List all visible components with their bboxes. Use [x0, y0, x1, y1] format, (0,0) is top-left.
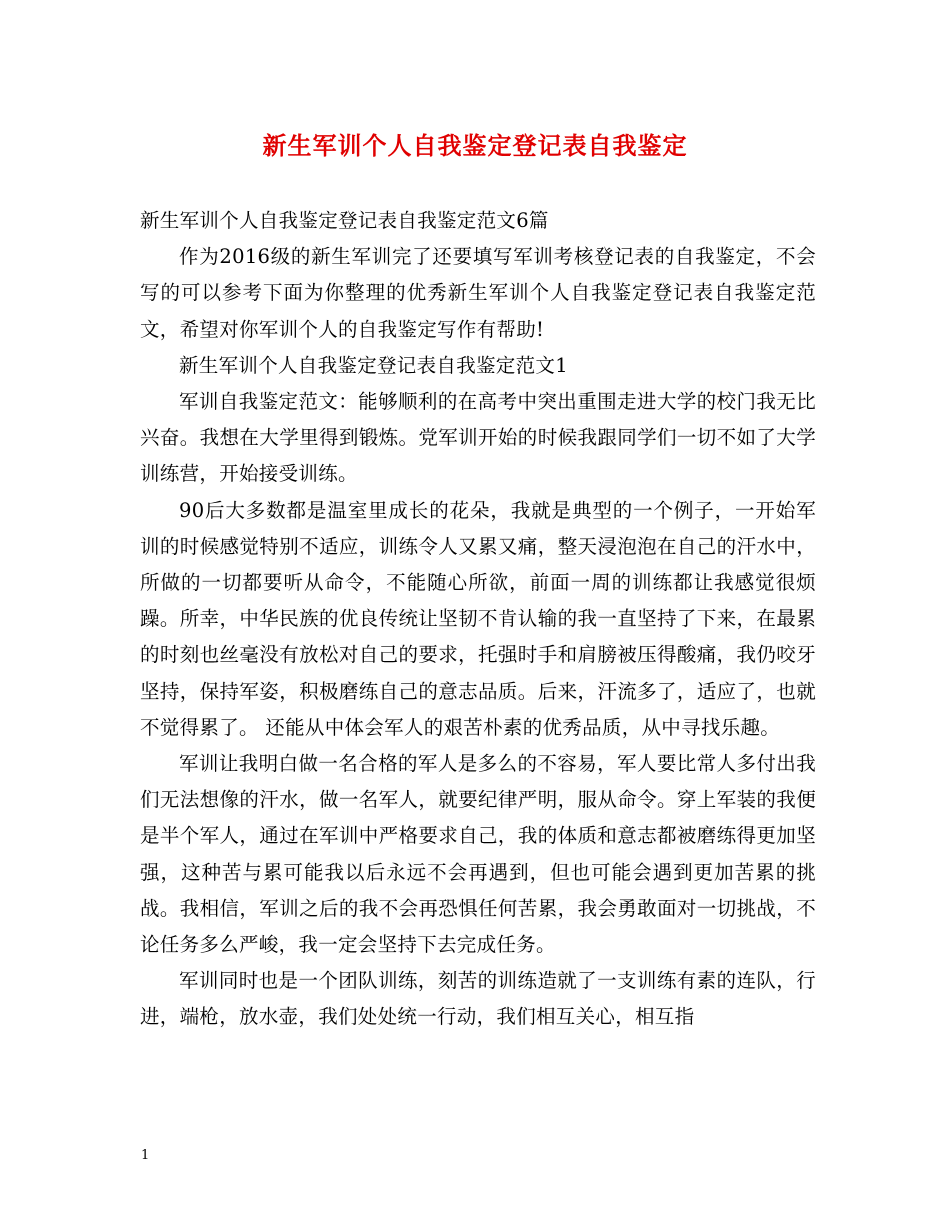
- body-paragraph: 军训同时也是一个团队训练，刻苦的训练造就了一支训练有素的连队，行进，端枪，放水壶，我们处处统一行动，我们相互关心，相互指: [140, 969, 816, 1029]
- subtitle-paragraph: 新生军训个人自我鉴定登记表自我鉴定范文6篇: [140, 209, 549, 232]
- body-paragraph: 军训让我明白做一名合格的军人是多么的不容易，军人要比常人多付出我们无法想像的汗水，做一名军人，就要纪律严明，服从命令。穿上军装的我便是半个军人，通过在军训中严格要求自己，我的体质和意志都被磨练得更加坚强，这种苦与累可能我以后永远不会再遇到，但也可能会遇到更加苦累的挑战。我相信，军训之后的我不会再恐惧任何苦累，我会勇敢面对一切挑战，不论任务多么严峻，我一定会坚持下去完成任务。: [140, 752, 816, 957]
- section-heading: 新生军训个人自我鉴定登记表自我鉴定范文1: [179, 353, 568, 377]
- body-paragraph: 军训自我鉴定范文：能够顺利的在高考中突出重围走进大学的校门我无比兴奋。我想在大学里得到锻炼。党军训开始的时候我跟同学们一切不如了大学训练营，开始接受训练。: [140, 390, 816, 486]
- document-body: [140, 203, 816, 1036]
- page-number: 1: [141, 1148, 150, 1163]
- intro-paragraph: 作为2016级的新生军训完了还要填写军训考核登记表的自我鉴定，不会写的可以参考下面为你整理的优秀新生军训个人自我鉴定登记表自我鉴定范文，希望对你军训个人的自我鉴定写作有帮助!: [140, 245, 816, 341]
- document-title: 新生军训个人自我鉴定登记表自我鉴定: [262, 131, 688, 160]
- body-paragraph: 90后大多数都是温室里成长的花朵，我就是典型的一个例子，一开始军训的时候感觉特别不适应，训练令人又累又痛，整天浸泡泡在自己的汗水中，所做的一切都要听从命令，不能随心所欲，前面一周的训练都让我感觉很烦躁。所幸，中华民族的优良传统让坚韧不肯认输的我一直坚持了下来，在最累的时刻也丝毫没有放松对自己的要求，托强时手和肩膀被压得酸痛，我仍咬牙坚持，保持军姿，积极磨练自己的意志品质。后来，汗流多了，适应了，也就不觉得累了。 还能从中体会军人的艰苦朴素的优秀品质，从中寻找乐趣。: [140, 498, 816, 739]
